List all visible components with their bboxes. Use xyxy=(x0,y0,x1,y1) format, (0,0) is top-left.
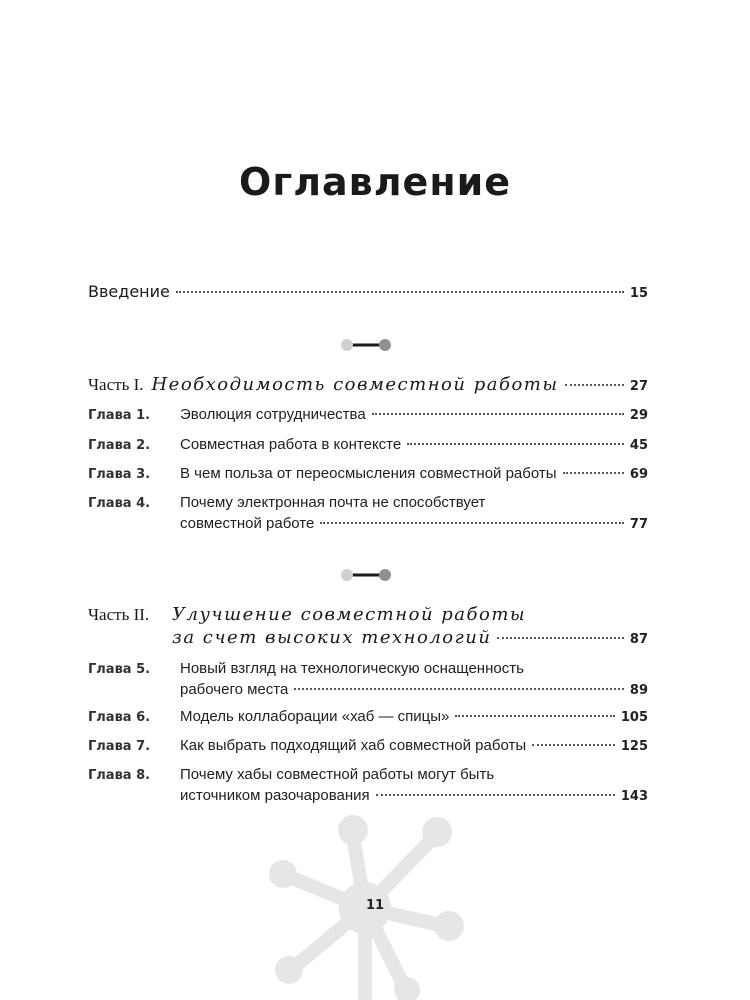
chapter-title: Модель коллаборации «хаб — спицы» xyxy=(180,708,450,725)
dot-leader xyxy=(320,522,624,524)
part-title-line-1: Улучшение совместной работы xyxy=(172,604,527,625)
dot-leader xyxy=(376,794,615,796)
part-label: Часть II. xyxy=(88,605,150,624)
chapter-title-line-1: Новый взгляд на технологическую оснащенность xyxy=(180,660,524,677)
hub-spoke-divider-icon xyxy=(340,338,392,352)
chapter-page: 45 xyxy=(629,438,648,453)
chapter-label: Глава 7. xyxy=(88,739,151,754)
chapter-title-line-2: источником разочарования xyxy=(180,787,370,804)
chapter-label: Глава 1. xyxy=(88,408,151,423)
toc-entry-chapter-8[interactable] xyxy=(88,766,648,804)
chapter-title-line-1: Почему электронная почта не способствует xyxy=(180,494,486,511)
chapter-page: 77 xyxy=(629,517,648,532)
toc-entry-intro[interactable] xyxy=(88,282,648,301)
dot-leader xyxy=(455,715,614,717)
toc-entry-chapter-6[interactable] xyxy=(88,708,648,725)
chapter-page: 125 xyxy=(620,739,648,754)
chapter-label: Глава 4. xyxy=(88,496,151,511)
part-title: Необходимость совместной работы xyxy=(151,374,559,395)
chapter-label: Глава 5. xyxy=(88,662,151,677)
toc-entry-chapter-3[interactable] xyxy=(88,465,648,482)
chapter-page: 89 xyxy=(629,683,648,698)
toc-entry-chapter-7[interactable] xyxy=(88,737,648,754)
chapter-title-line-1: Почему хабы совместной работы могут быть xyxy=(180,766,495,783)
chapter-label: Глава 2. xyxy=(88,438,151,453)
chapter-title-line-2: совместной работе xyxy=(180,515,315,532)
chapter-label: Глава 6. xyxy=(88,710,151,725)
dot-leader xyxy=(407,443,624,445)
chapter-title-line-2: рабочего места xyxy=(180,681,289,698)
toc-entry-part-1[interactable] xyxy=(88,374,648,395)
dot-leader xyxy=(294,688,624,690)
page-number: 11 xyxy=(365,898,385,913)
part-page: 87 xyxy=(629,632,648,647)
hub-spoke-divider-icon xyxy=(340,568,392,582)
chapter-label: Глава 8. xyxy=(88,768,151,783)
dot-leader xyxy=(532,744,615,746)
chapter-title: В чем польза от переосмысления совместной работы xyxy=(180,465,557,482)
dot-leader xyxy=(563,472,624,474)
chapter-page: 105 xyxy=(620,710,648,725)
chapter-page: 143 xyxy=(620,789,648,804)
dot-leader xyxy=(176,291,624,293)
dot-leader xyxy=(497,637,624,639)
intro-title: Введение xyxy=(88,282,170,301)
part-label: Часть I. xyxy=(88,375,144,394)
toc-entry-chapter-5[interactable] xyxy=(88,660,648,698)
page-title: Оглавление xyxy=(239,160,511,204)
chapter-title: Как выбрать подходящий хаб совместной работы xyxy=(180,737,527,754)
part-title-line-2: за счет высоких технологий xyxy=(172,627,492,648)
toc-entry-part-2[interactable] xyxy=(88,604,648,648)
toc-entry-chapter-2[interactable] xyxy=(88,436,648,453)
chapter-title: Эволюция сотрудничества xyxy=(180,406,366,423)
chapter-page: 69 xyxy=(629,467,648,482)
dot-leader xyxy=(565,384,624,386)
toc-entry-chapter-1[interactable] xyxy=(88,406,648,423)
dot-leader xyxy=(372,413,624,415)
toc-entry-chapter-4[interactable] xyxy=(88,494,648,532)
intro-page: 15 xyxy=(629,286,648,301)
chapter-title: Совместная работа в контексте xyxy=(180,436,402,453)
chapter-label: Глава 3. xyxy=(88,467,151,482)
chapter-page: 29 xyxy=(629,408,648,423)
part-page: 27 xyxy=(629,379,648,394)
